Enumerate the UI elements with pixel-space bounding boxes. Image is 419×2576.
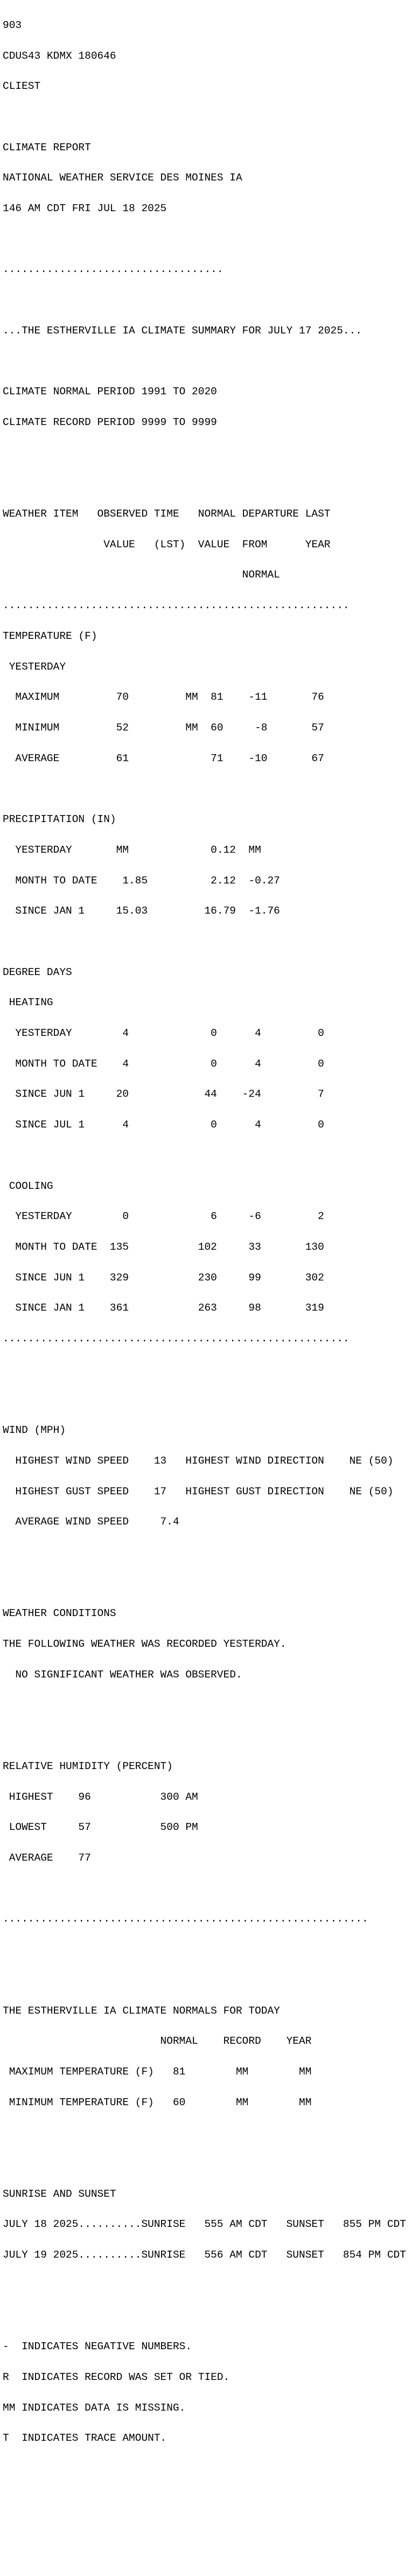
report-line: WEATHER CONDITIONS (3, 1607, 116, 1620)
report-line (3, 478, 419, 489)
report-line: MONTH TO DATE 1.85 2.12 -0.27 (3, 874, 280, 887)
report-line: NORMAL RECORD YEAR (3, 2035, 312, 2048)
report-line: VALUE (LST) VALUE FROM YEAR (3, 538, 331, 551)
report-line: AVERAGE 61 71 -10 67 (3, 752, 324, 764)
report-line (3, 2495, 419, 2505)
report-line (3, 1731, 419, 1741)
report-line: TEMPERATURE (F) (3, 630, 97, 642)
report-line (3, 1578, 419, 1589)
report-line: T INDICATES TRACE AMOUNT. (3, 2432, 167, 2445)
report-line: JULY 18 2025..........SUNRISE 555 AM CDT SUNSET 855 PM CDT (3, 2218, 406, 2231)
report-line: RELATIVE HUMIDITY (PERCENT) (3, 1760, 173, 1772)
report-line: ....................................................... (3, 600, 350, 612)
report-line: CDUS43 KDMX 180646 (3, 50, 116, 62)
report-line (3, 2464, 419, 2474)
report-line: LOWEST 57 500 PM (3, 1821, 198, 1834)
report-line: - INDICATES NEGATIVE NUMBERS. (3, 2341, 192, 2353)
report-line: SINCE JUN 1 20 44 -24 7 (3, 1088, 324, 1101)
report-line: MINIMUM 52 MM 60 -8 57 (3, 721, 324, 734)
report-line: HIGHEST GUST SPEED 17 HIGHEST GUST DIRECTION NE (50) (3, 1485, 394, 1498)
report-line (3, 234, 419, 245)
report-line: AVERAGE 77 (3, 1852, 91, 1864)
report-line (3, 1945, 419, 1955)
report-line: DEGREE DAYS (3, 966, 72, 978)
report-line: ....................................................... (3, 1333, 350, 1345)
report-line: MONTH TO DATE 135 102 33 130 (3, 1241, 324, 1253)
report-line: CLIMATE RECORD PERIOD 9999 TO 9999 (3, 416, 217, 428)
report-line (3, 448, 419, 458)
report-line (3, 295, 419, 305)
report-line: HEATING (3, 997, 53, 1009)
report-line (3, 1395, 419, 1405)
report-line: ...THE ESTHERVILLE IA CLIMATE SUMMARY FOR JULY 17 2025... (3, 324, 362, 337)
report-line (3, 1548, 419, 1558)
report-line (3, 1364, 419, 1375)
report-line: HIGHEST 96 300 AM (3, 1791, 198, 1803)
report-line: MINIMUM TEMPERATURE (F) 60 MM MM (3, 2096, 312, 2108)
report-line: YESTERDAY 4 0 4 0 (3, 1027, 324, 1040)
report-line: MM INDICATES DATA IS MISSING. (3, 2401, 186, 2414)
report-line: ................................... (3, 263, 224, 276)
report-line: AVERAGE WIND SPEED 7.4 (3, 1516, 179, 1528)
report-line (3, 2128, 419, 2138)
report-line (3, 937, 419, 947)
report-line: 903 (3, 19, 22, 31)
report-line (3, 1884, 419, 1894)
report-line: NATIONAL WEATHER SERVICE DES MOINES IA (3, 172, 242, 184)
report-line: PRECIPITATION (IN) (3, 813, 116, 826)
report-line: SINCE JAN 1 361 263 98 319 (3, 1302, 324, 1314)
report-line: NO SIGNIFICANT WEATHER WAS OBSERVED. (3, 1668, 242, 1681)
report-line (3, 2159, 419, 2169)
report-line: CLIEST (3, 80, 41, 93)
report-line: THE ESTHERVILLE IA CLIMATE NORMALS FOR TODAY (3, 2004, 280, 2017)
report-line: SINCE JUN 1 329 230 99 302 (3, 1271, 324, 1284)
report-line (3, 112, 419, 122)
report-line (3, 1700, 419, 1710)
report-line (3, 1975, 419, 1986)
report-line: YESTERDAY MM 0.12 MM (3, 844, 261, 856)
report-line: NORMAL (3, 569, 280, 581)
report-line: CLIMATE REPORT (3, 141, 91, 154)
report-line: MAXIMUM TEMPERATURE (F) 81 MM MM (3, 2065, 312, 2078)
report-line (3, 1151, 419, 1161)
report-line: YESTERDAY 0 6 -6 2 (3, 1210, 324, 1223)
report-line: WIND (MPH) (3, 1424, 66, 1437)
report-line: MAXIMUM 70 MM 81 -11 76 (3, 691, 324, 704)
report-line: WEATHER ITEM OBSERVED TIME NORMAL DEPARTURE LAST (3, 508, 331, 520)
report-line: MONTH TO DATE 4 0 4 0 (3, 1057, 324, 1070)
report-line: .......................................................... (3, 1913, 368, 1925)
report-line (3, 784, 419, 794)
report-line: CLIMATE NORMAL PERIOD 1991 TO 2020 (3, 386, 217, 398)
report-line: SINCE JAN 1 15.03 16.79 -1.76 (3, 905, 280, 917)
report-line (3, 357, 419, 367)
report-line: 146 AM CDT FRI JUL 18 2025 (3, 203, 167, 215)
report-line: COOLING (3, 1180, 53, 1192)
report-line: JULY 19 2025..........SUNRISE 556 AM CDT SUNSET 854 PM CDT (3, 2249, 406, 2261)
report-line: SUNRISE AND SUNSET (3, 2188, 116, 2200)
report-line: HIGHEST WIND SPEED 13 HIGHEST WIND DIRECTION NE (50) (3, 1454, 394, 1467)
report-line (3, 2556, 419, 2566)
report-line (3, 2281, 419, 2291)
report-line: R INDICATES RECORD WAS SET OR TIED. (3, 2371, 230, 2383)
report-line (3, 2312, 419, 2322)
report-line: YESTERDAY (3, 660, 66, 673)
report-line: THE FOLLOWING WEATHER WAS RECORDED YESTERDAY. (3, 1638, 287, 1651)
report-line (3, 2525, 419, 2535)
report-line: SINCE JUL 1 4 0 4 0 (3, 1119, 324, 1131)
